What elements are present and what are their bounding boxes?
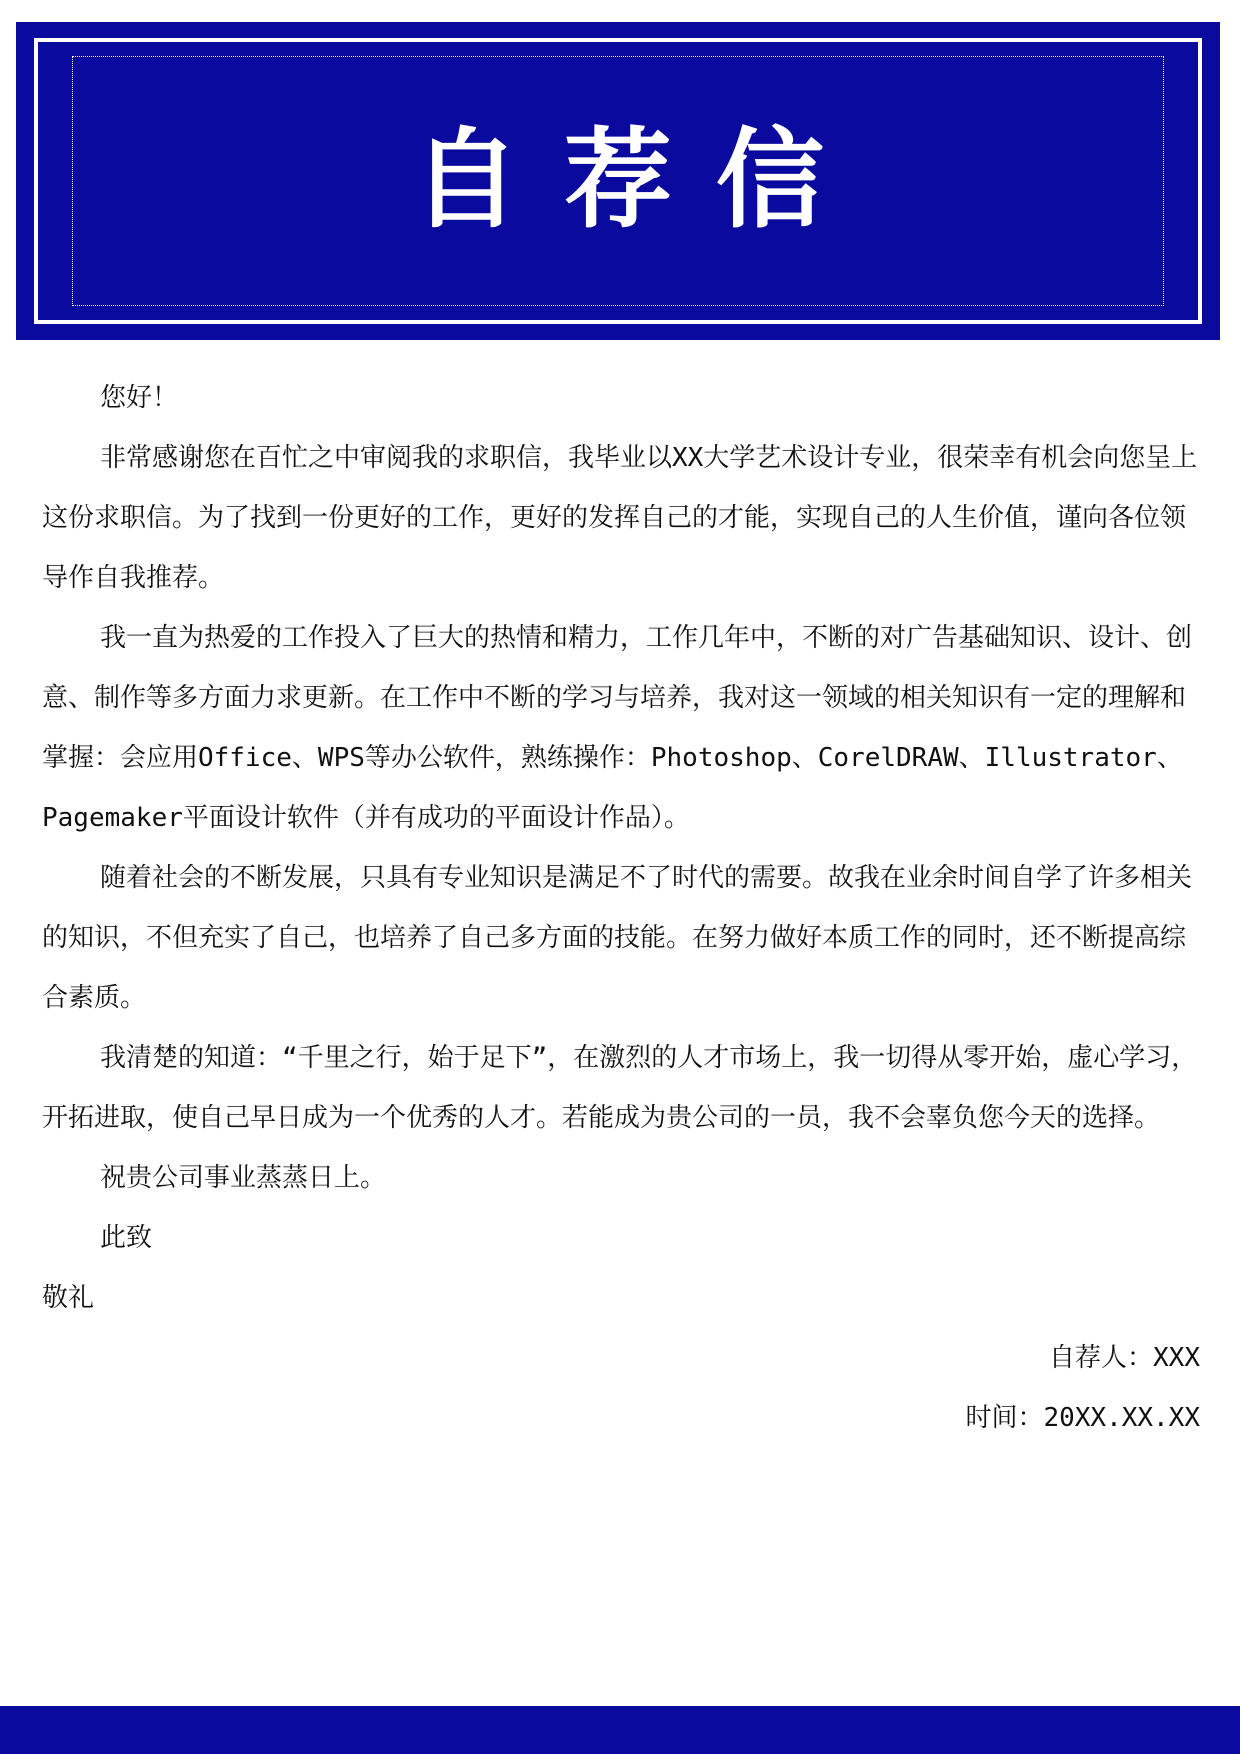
paragraph-1: 非常感谢您在百忙之中审阅我的求职信，我毕业以XX大学艺术设计专业，很荣幸有机会向您呈上这份求职信。为了找到一份更好的工作，更好的发挥自己的才能，实现自己的人生价值，谨向各位领导作自我推荐。	[42, 443, 1198, 593]
footer-band	[0, 1706, 1240, 1754]
paragraph-4: 我清楚的知道：“千里之行，始于足下”，在激烈的人才市场上，我一切得从零开始，虚心学习，开拓进取，使自己早日成为一个优秀的人才。若能成为贵公司的一员，我不会辜负您今天的选择。	[42, 1043, 1198, 1133]
letter-body	[42, 368, 1200, 1448]
paragraph-2: 我一直为热爱的工作投入了巨大的热情和精力，工作几年中，不断的对广告基础知识、设计、创意、制作等多方面力求更新。在工作中不断的学习与培养，我对这一领域的相关知识有一定的理解和掌握：会应用Office、WPS等办公软件，熟练操作：Photoshop、CorelDRAW、Illustrator、Pagemaker平面设计软件（并有成功的平面设计作品）。	[42, 623, 1193, 833]
title-banner	[16, 22, 1220, 340]
title-banner-inner-frame	[72, 56, 1164, 306]
title-banner-frame	[34, 38, 1202, 324]
paragraph-3: 随着社会的不断发展，只具有专业知识是满足不了时代的需要。故我在业余时间自学了许多相关的知识，不但充实了自己，也培养了自己多方面的技能。在努力做好本质工作的同时，还不断提高综合素质。	[42, 863, 1193, 1013]
closing-line-1: 此致	[100, 1223, 153, 1253]
signature-line: 自荐人：XXX	[1049, 1343, 1200, 1373]
wish-line: 祝贵公司事业蒸蒸日上。	[100, 1163, 387, 1193]
date-line: 时间：20XX.XX.XX	[965, 1403, 1200, 1433]
greeting: 您好！	[100, 383, 179, 413]
closing-line-2: 敬礼	[42, 1283, 95, 1313]
page-title: 自荐信	[411, 118, 868, 243]
